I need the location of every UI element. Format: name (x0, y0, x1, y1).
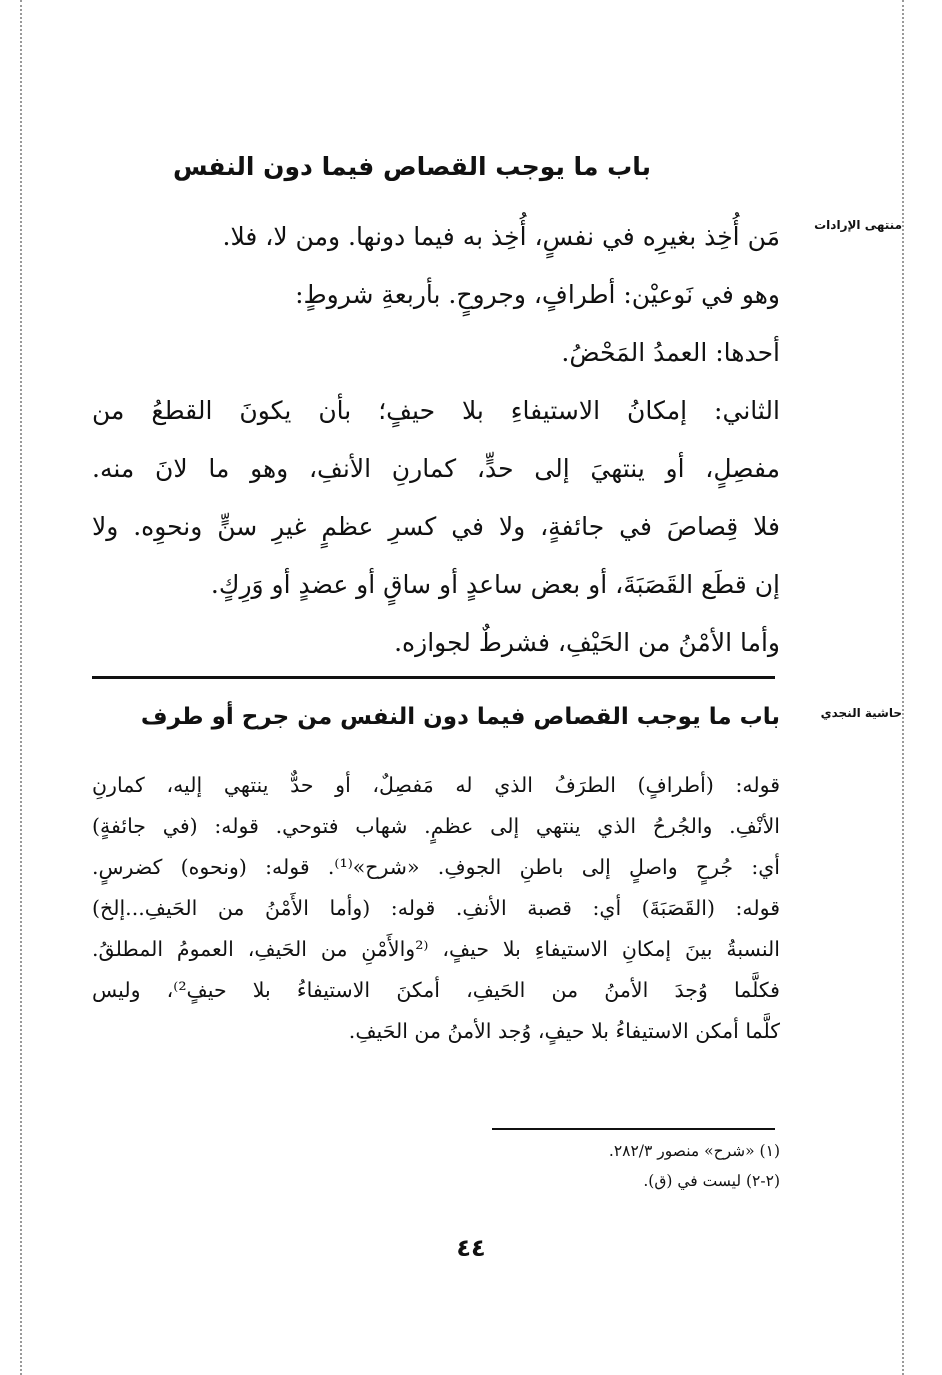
matn-line: إن قطَع القَصَبَةَ، أو بعض ساعدٍ أو ساقٍ أو عضدٍ أو وَرِكٍ. (210, 570, 780, 599)
matn-line: مفصِلٍ، أو ينتهيَ إلى حدٍّ، كمارنِ الأنفِ، وهو ما لانَ منه. (92, 454, 780, 483)
right-margin-dotted-line (902, 0, 904, 1375)
footnote-divider (492, 1128, 775, 1130)
matn-line: الثاني: إمكانُ الاستيفاءِ بلا حيفٍ؛ بأن يكونَ القطعُ من (92, 396, 780, 425)
side-label-hashiya: حاشية النجدي (820, 706, 902, 720)
hashiya-title: باب ما يوجب القصاص فيما دون النفس من جرح أو طرف (140, 704, 780, 730)
hashiya-line: قوله: (القَصَبَةَ) أي: قصبة الأنفِ. قوله: (وأما الأَمْنُ من الحَيفِ...إلخ) (92, 896, 780, 920)
footnote: (١) «شرح» منصور ٢٨٢/٣. (608, 1142, 780, 1160)
matn-text (92, 208, 780, 672)
hashiya-line: أي: جُرحٍ واصلٍ إلى باطنِ الجوفِ. «شرح»⁽¹⁾. قوله: (ونحوه) كضرسٍ. (92, 855, 781, 879)
footnote: (٢-٢) ليست في (ق). (643, 1172, 780, 1190)
left-margin-dotted-line (20, 0, 22, 1375)
matn-line: وهو في نَوعيْن: أطرافٍ، وجروحٍ. بأربعةِ شروطٍ: (295, 280, 780, 309)
matn-line: فلا قِصاصَ في جائفةٍ، ولا في كسرِ عظمٍ غيرِ سنٍّ ونحوِه. ولا (92, 512, 780, 541)
matn-line: وأما الأمْنُ من الحَيْفِ، فشرطٌ لجوازه. (394, 628, 780, 657)
side-label-muntaha: منتهى الإرادات (814, 218, 902, 232)
hashiya-line: فكلَّما وُجدَ الأمنُ من الحَيفِ، أمكنَ الاستيفاءُ بلا حيفٍ²⁾، وليس (92, 978, 780, 1002)
page-number: ٤٤ (456, 1234, 486, 1262)
section-divider (92, 676, 775, 679)
matn-line: مَن أُخِذ بغيرِه في نفسٍ، أُخِذ به فيما دونها. ومن لا، فلا. (222, 222, 780, 251)
hashiya-text (92, 765, 780, 1052)
hashiya-line: النسبةُ بينَ إمكانِ الاستيفاءِ بلا حيفٍ، ⁽²والأَمْنِ من الحَيفِ، العمومُ المطلقُ. (92, 937, 780, 961)
matn-line: أحدها: العمدُ المَحْضُ. (561, 338, 780, 367)
matn-title: باب ما يوجب القصاص فيما دون النفس (172, 152, 652, 181)
footnotes (92, 1136, 780, 1196)
hashiya-line: كلَّما أمكن الاستيفاءُ بلا حيفٍ، وُجد الأمنُ من الحَيفِ. (348, 1019, 780, 1043)
hashiya-line: الأنْفِ. والجُرحُ الذي ينتهي إلى عظمٍ. شهاب فتوحي. قوله: (في جائفةٍ) (92, 814, 780, 838)
hashiya-line: قوله: (أطرافٍ) الطرَفُ الذي له مَفصِلٌ، أو حدٌّ ينتهي إليه، كمارنِ (92, 773, 780, 797)
